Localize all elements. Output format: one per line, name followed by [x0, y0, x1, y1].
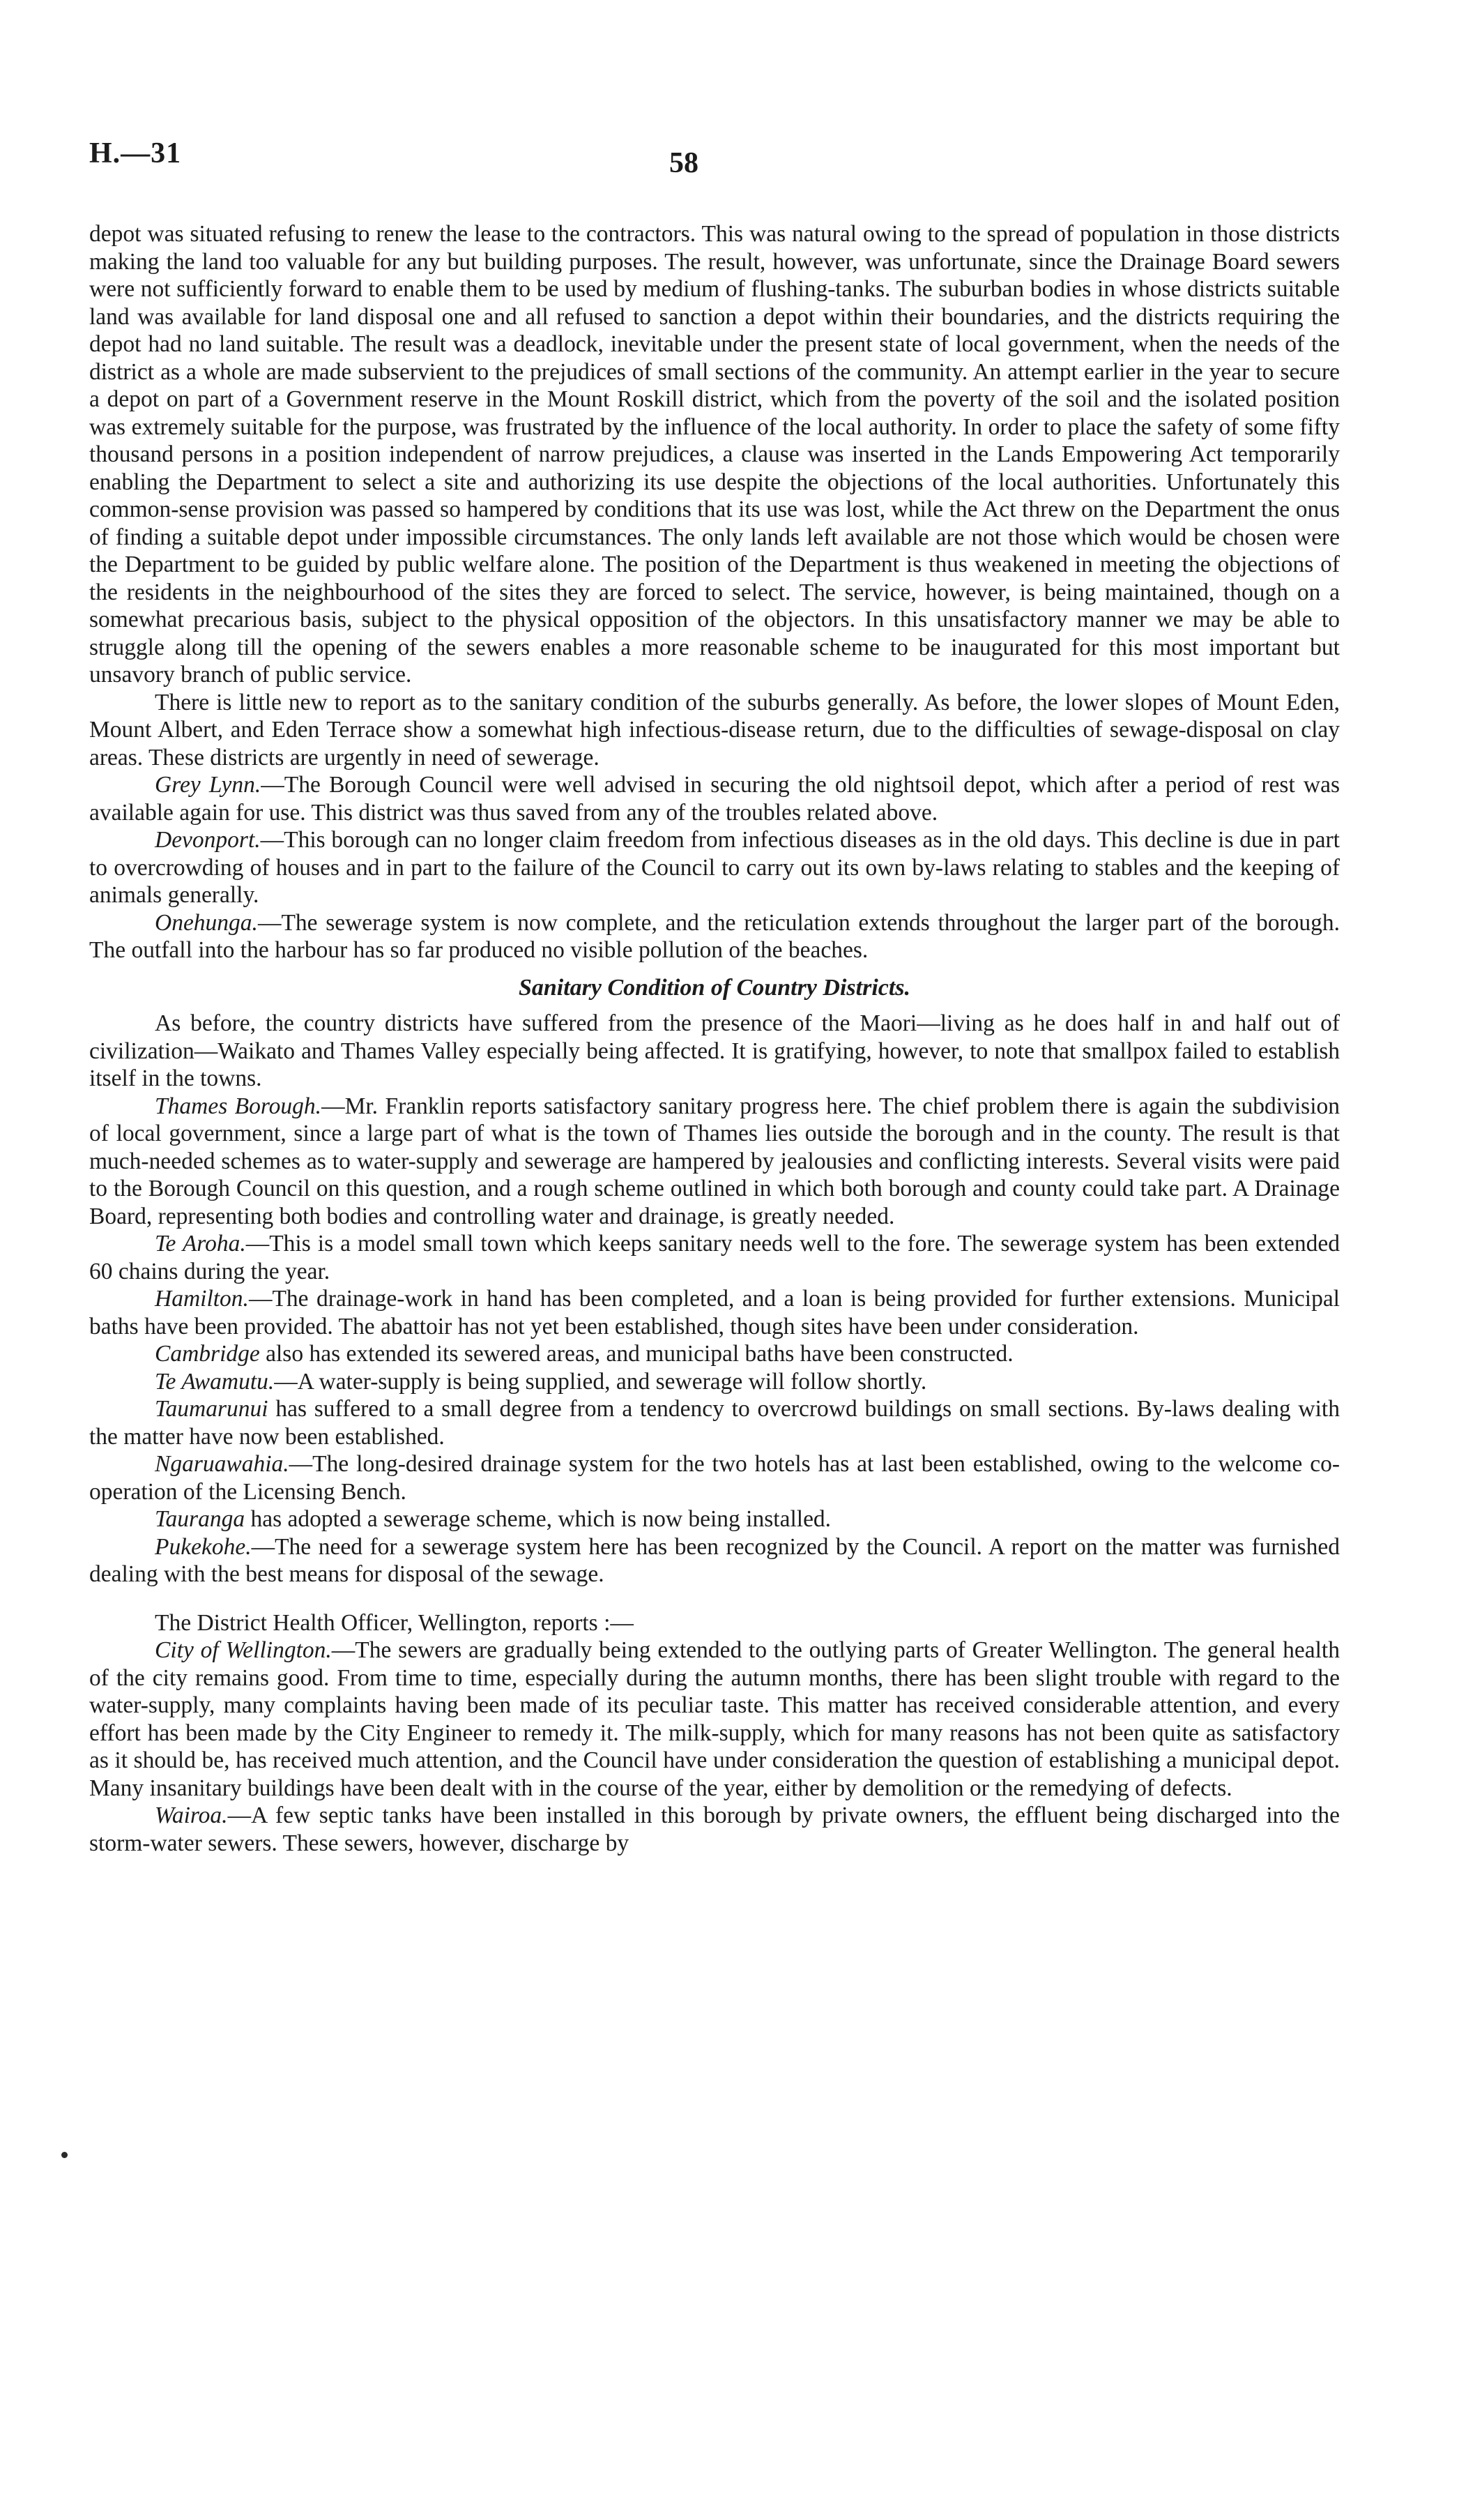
- paragraph-lead: Tauranga: [155, 1506, 245, 1532]
- suburbs-section: [89, 220, 1340, 964]
- country-section: [89, 1010, 1340, 1588]
- paragraph-lead: Taumarunui: [155, 1396, 268, 1422]
- paragraph-lead: Thames Borough.: [155, 1093, 322, 1119]
- document-body: [89, 220, 1340, 1857]
- paragraph: Te Aroha.—This is a model small town which keeps sanitary needs well to the fore. The sewerage system has been extended 60 chains during the year.: [89, 1231, 1340, 1284]
- paragraph: Te Awamutu.—A water-supply is being supplied, and sewerage will follow shortly.: [155, 1368, 927, 1395]
- paragraph-lead: Cambridge: [155, 1341, 260, 1367]
- paragraph: Taumarunui has suffered to a small degree from a tendency to overcrowd buildings on small sections. By-laws dealing with the matter have now been established.: [89, 1396, 1340, 1450]
- paragraph: Onehunga.—The sewerage system is now complete, and the reticulation extends throughout the larger part of the borough. The outfall into the harbour has so far produced no visible pollution of the beaches.: [89, 909, 1340, 963]
- margin-dot: [61, 2152, 68, 2158]
- spacer: [89, 1588, 1340, 1609]
- paragraph-lead: Ngaruawahia.: [155, 1451, 289, 1477]
- paragraph: As before, the country districts have suffered from the presence of the Maori—living as he does half in and half out of civilization—Waikato and Thames Valley especially being affected. It is gratifying, however, to note that smallpox failed to establish itself in the towns.: [89, 1010, 1340, 1091]
- paragraph-lead: Devonport.: [155, 827, 261, 853]
- paragraph: Hamilton.—The drainage-work in hand has been completed, and a loan is being provided for further extensions. Municipal baths have been provided. The abattoir has not yet been established, though sites have been under consideration.: [89, 1286, 1340, 1339]
- paragraph: There is little new to report as to the sanitary condition of the suburbs generally. As before, the lower slopes of Mount Eden, Mount Albert, and Eden Terrace show a somewhat high infectious-disease return, due to the difficulties of sewage-disposal on clay areas. These districts are urgently in need of sewerage.: [89, 689, 1340, 771]
- document-reference: H.—31: [89, 137, 182, 169]
- paragraph-lead: Onehunga.: [155, 909, 258, 936]
- paragraph: City of Wellington.—The sewers are gradually being extended to the outlying parts of Greater Wellington. The general health of the city remains good. From time to time, especially during the autumn months, there has been slight trouble with regard to the water-supply, many complaints having been made of its peculiar taste. This matter has received considerable attention, and every effort has been made by the City Engineer to remedy it. The milk-supply, which for many reasons has not been quite as satisfactory as it should be, has received much attention, and the Council have under consideration the question of establishing a municipal depot. Many insanitary buildings have been dealt with in the course of the year, either by demolition or the remedying of defects.: [89, 1637, 1340, 1801]
- paragraph: depot was situated refusing to renew the lease to the contractors. This was natural owing to the spread of population in those districts making the land too valuable for any but building purposes. The result, however, was unfortunate, since the Drainage Board sewers were not sufficiently forward to enable them to be used by medium of flushing-tanks. The suburban bodies in whose districts suitable land was available for land disposal one and all refused to sanction a depot within their boundaries, and the districts requiring the depot had no land suitable. The result was a deadlock, inevitable under the present state of local government, when the needs of the district as a whole are made subservient to the prejudices of small sections of the community. An attempt earlier in the year to secure a depot on part of a Government reserve in the Mount Roskill district, which from the poverty of the soil and the isolated position was extremely suitable for the purpose, was frustrated by the influence of the local authority. In order to place the safety of some fifty thousand persons in a position independent of narrow prejudices, a clause was inserted in the Lands Empowering Act temporarily enabling the Department to select a site and authorizing its use despite the objections of the local authorities. Unfortunately this common-sense provision was passed so hampered by conditions that its use was lost, while the Act threw on the Department the onus of finding a suitable depot under impossible circumstances. The only lands left available are not those which would be chosen were the Department to be guided by public welfare alone. The position of the Department is thus weakened in meeting the objections of the residents in the neighbourhood of the sites they are forced to select. The service, however, is being maintained, though on a somewhat precarious basis, subject to the physical opposition of the objectors. In this unsatisfactory manner we may be able to struggle along till the opening of the sewers enables a more reasonable scheme to be inaugurated for this most important but unsavory branch of public service.: [89, 221, 1340, 688]
- paragraph: Pukekohe.—The need for a sewerage system here has been recognized by the Council. A report on the matter was furnished dealing with the best means for disposal of the sewage.: [89, 1533, 1340, 1587]
- wellington-intro: The District Health Officer, Wellington, reports :—: [155, 1609, 634, 1636]
- paragraph-lead: Te Aroha.: [155, 1231, 246, 1257]
- paragraph-lead: Grey Lynn.: [155, 772, 261, 798]
- paragraph: Ngaruawahia.—The long-desired drainage system for the two hotels has at last been established, owing to the welcome co-operation of the Licensing Bench.: [89, 1451, 1340, 1505]
- paragraph: Wairoa.—A few septic tanks have been installed in this borough by private owners, the effluent being discharged into the storm-water sewers. These sewers, however, discharge by: [89, 1802, 1340, 1856]
- paragraph-lead: Hamilton.: [155, 1286, 249, 1312]
- page-header: [0, 137, 1482, 179]
- paragraph: Cambridge also has extended its sewered areas, and municipal baths have been constructed.: [155, 1341, 1014, 1367]
- paragraph: Tauranga has adopted a sewerage scheme, which is now being installed.: [155, 1506, 832, 1532]
- paragraph: Thames Borough.—Mr. Franklin reports satisfactory sanitary progress here. The chief problem there is again the subdivision of local government, since a large part of what is the town of Thames lies outside the borough and in the county. The result is that much-needed schemes as to water-supply and sewerage are hampered by jealousies and conflicting interests. Several visits were paid to the Borough Council on this question, and a rough scheme outlined in which both borough and county could take part. A Drainage Board, representing both bodies and controlling water and drainage, is greatly needed.: [89, 1093, 1340, 1229]
- paragraph-lead: Te Awamutu.: [155, 1368, 275, 1395]
- paragraph: Devonport.—This borough can no longer claim freedom from infectious diseases as in the old days. This decline is due in part to overcrowding of houses and in part to the failure of the Council to carry out its own by-laws relating to stables and the keeping of animals generally.: [89, 827, 1340, 908]
- page-number: 58: [669, 147, 698, 179]
- paragraph-lead: Wairoa.: [155, 1802, 228, 1828]
- wellington-section: [89, 1609, 1340, 1858]
- paragraph-lead: Pukekohe.: [155, 1533, 252, 1560]
- paragraph-lead: City of Wellington.: [155, 1637, 332, 1663]
- section-heading: Sanitary Condition of Country Districts.: [518, 974, 911, 1001]
- paragraph: Grey Lynn.—The Borough Council were well advised in securing the old nightsoil depot, which after a period of rest was available again for use. This district was thus saved from any of the troubles related above.: [89, 772, 1340, 826]
